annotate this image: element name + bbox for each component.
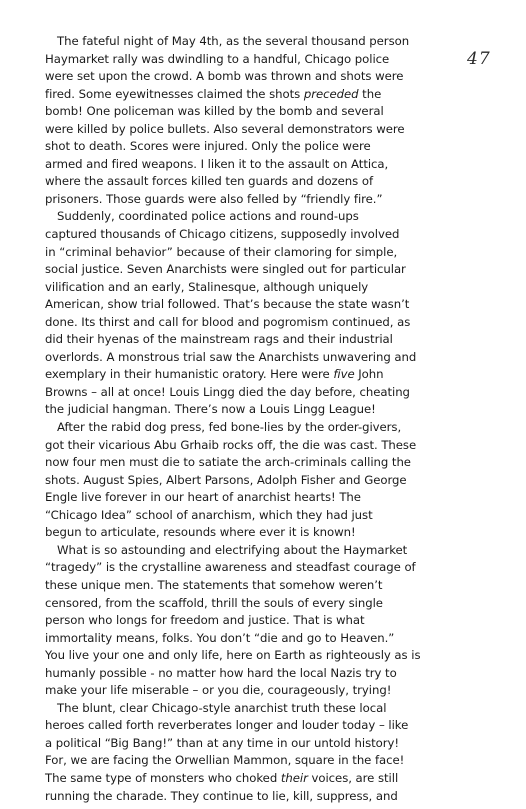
- text-segment: done. Its thirst and call for blood and pogromism continued, as: [45, 314, 411, 329]
- text-line: [45, 279, 489, 297]
- emphasized-word: five: [333, 367, 355, 382]
- text-segment: American, show trial followed. That’s because the state wasn’t: [45, 297, 410, 312]
- text-line: [45, 612, 489, 630]
- text-line: [45, 401, 489, 419]
- emphasized-word: their: [280, 770, 308, 785]
- text-segment: begun to articulate, resounds where ever it is known!: [45, 525, 356, 540]
- text-segment: shots. August Spies, Albert Parsons, Adolph Fisher and George: [45, 472, 407, 487]
- text-line: [45, 700, 489, 718]
- text-line: [45, 437, 489, 455]
- text-line: [45, 226, 489, 244]
- text-segment: humanly possible - no matter how hard the local Nazis try to: [45, 665, 397, 680]
- text-segment: person who longs for freedom and justice. That is what: [45, 613, 365, 628]
- text-line: [45, 647, 489, 665]
- text-line: [45, 507, 489, 525]
- text-line: [45, 86, 489, 104]
- text-segment: voices, are still: [307, 770, 399, 785]
- text-segment: After the rabid dog press, fed bone-lies by the order-givers,: [57, 420, 402, 435]
- text-line: [45, 472, 489, 490]
- text-line: [45, 752, 489, 770]
- text-segment: John: [354, 367, 384, 382]
- text-segment: censored, from the scaffold, thrill the souls of every single: [45, 595, 383, 610]
- text-segment: running the charade. They continue to lie, kill, suppress, and: [45, 788, 398, 803]
- text-segment: Suddenly, coordinated police actions and round-ups: [57, 209, 359, 224]
- text-segment: For, we are facing the Orwellian Mammon, square in the face!: [45, 753, 405, 768]
- text-line: [45, 630, 489, 648]
- text-segment: make your life miserable – or you die, courageously, trying!: [45, 683, 392, 698]
- text-segment: The same type of monsters who choked: [45, 770, 281, 785]
- text-line: [45, 682, 489, 700]
- text-segment: vilification and an early, Stalinesque, although uniquely: [45, 279, 369, 294]
- text-segment: were set upon the crowd. A bomb was thrown and shots were: [45, 69, 404, 84]
- text-segment: Browns – all at once! Louis Lingg died the day before, cheating: [45, 384, 410, 399]
- text-segment: social justice. Seven Anarchists were singled out for particular: [45, 262, 406, 277]
- text-line: [45, 331, 489, 349]
- text-line: [45, 51, 489, 69]
- text-segment: the: [358, 86, 382, 101]
- text-segment: “Chicago Idea” school of anarchism, which they had just: [45, 507, 373, 522]
- text-segment: You live your one and only life, here on Earth as righteously as is: [45, 648, 421, 663]
- text-segment: these unique men. The statements that somehow weren’t: [45, 577, 383, 592]
- text-line: [45, 296, 489, 314]
- text-segment: where the assault forces killed ten guards and dozens of: [45, 174, 374, 189]
- text-line: [45, 419, 489, 437]
- text-segment: the judicial hangman. There’s now a Louis Lingg League!: [45, 402, 376, 417]
- text-line: [45, 577, 489, 595]
- text-line: [45, 314, 489, 332]
- text-line: [45, 524, 489, 542]
- text-line: [45, 33, 489, 51]
- text-line: [45, 384, 489, 402]
- text-line: [45, 103, 489, 121]
- text-segment: overlords. A monstrous trial saw the Anarchists unwavering and: [45, 349, 417, 364]
- text-segment: were killed by police bullets. Also several demonstrators were: [45, 121, 405, 136]
- text-segment: Haymarket rally was dwindling to a handful, Chicago police: [45, 51, 390, 66]
- text-segment: exemplary in their humanistic oratory. Here were: [45, 367, 334, 382]
- text-segment: The fateful night of May 4th, as the several thousand person: [57, 34, 410, 48]
- text-line: [45, 208, 489, 226]
- text-line: [45, 717, 489, 735]
- page-number: 47: [467, 49, 491, 69]
- text-line: [45, 489, 489, 507]
- text-line: [45, 244, 489, 262]
- text-segment: immortality means, folks. You don’t “die and go to Heaven.”: [45, 630, 395, 645]
- text-line: [45, 156, 489, 174]
- text-line: [45, 349, 489, 367]
- text-line: [45, 735, 489, 753]
- text-segment: now four men must die to satiate the arch-criminals calling the: [45, 455, 411, 470]
- text-line: [45, 788, 489, 806]
- text-line: [45, 261, 489, 279]
- text-line: [45, 121, 489, 139]
- text-line: [45, 366, 489, 384]
- text-line: [45, 542, 489, 560]
- text-segment: got their vicarious Abu Grhaib rocks off, the die was cast. These: [45, 437, 417, 452]
- text-line: [45, 665, 489, 683]
- text-line: [45, 191, 489, 209]
- emphasized-word: preceded: [303, 86, 359, 101]
- text-segment: armed and fired weapons. I liken it to the assault on Attica,: [45, 156, 389, 171]
- text-segment: Engle live forever in our heart of anarchist hearts! The: [45, 490, 361, 505]
- text-segment: The blunt, clear Chicago-style anarchist truth these local: [57, 700, 387, 715]
- text-segment: “tragedy” is the crystalline awareness and steadfast courage of: [45, 560, 416, 575]
- text-segment: heroes called forth reverberates longer and louder today – like: [45, 718, 409, 733]
- text-segment: did their hyenas of the mainstream rags and their industrial: [45, 332, 393, 347]
- text-segment: in “criminal behavior” because of their clamoring for simple,: [45, 244, 398, 259]
- text-line: [45, 770, 489, 788]
- text-segment: bomb! One policeman was killed by the bomb and several: [45, 104, 384, 119]
- text-line: [45, 138, 489, 156]
- text-line: [45, 454, 489, 472]
- text-segment: a political “Big Bang!” than at any time in our untold history!: [45, 735, 400, 750]
- text-segment: shot to death. Scores were injured. Only the police were: [45, 139, 371, 154]
- text-line: [45, 559, 489, 577]
- text-segment: What is so astounding and electrifying about the Haymarket: [57, 542, 408, 557]
- text-line: [45, 173, 489, 191]
- text-segment: prisoners. Those guards were also felled by “friendly fire.”: [45, 191, 383, 206]
- text-line: [45, 68, 489, 86]
- text-segment: fired. Some eyewitnesses claimed the shots: [45, 86, 304, 101]
- body-text: [45, 33, 489, 805]
- text-line: [45, 595, 489, 613]
- text-segment: captured thousands of Chicago citizens, supposedly involved: [45, 227, 400, 242]
